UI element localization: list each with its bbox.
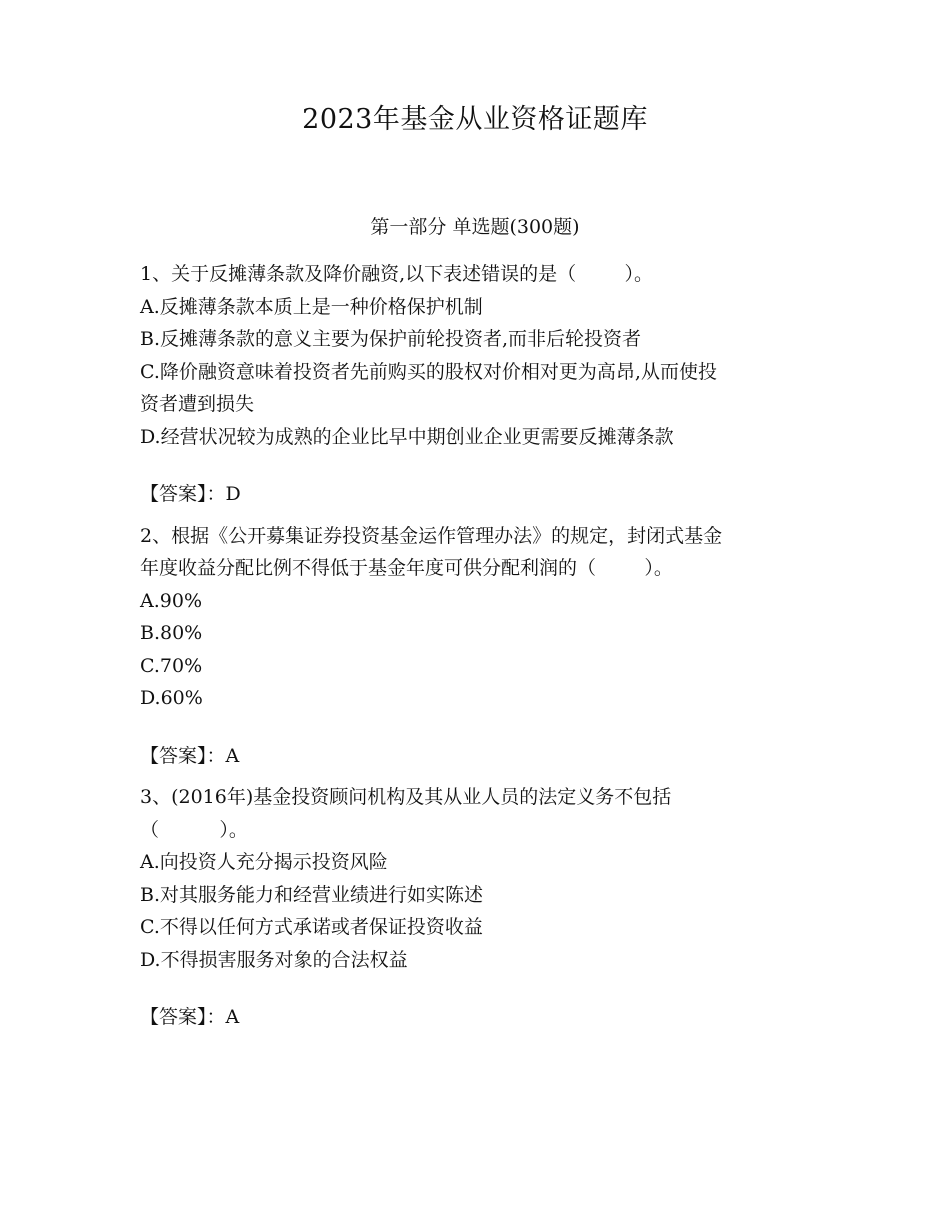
question-2-answer: 【答案】：A	[140, 744, 240, 767]
question-1-option-b: B.反摊薄条款的意义主要为保护前轮投资者,而非后轮投资者	[140, 328, 642, 350]
question-3	[140, 781, 808, 1034]
question-1-answer: 【答案】：D	[140, 483, 241, 505]
question-2-option-b: B.80%	[140, 622, 203, 644]
question-3-stem: 3、(2016年)基金投资顾问机构及其从业人员的法定义务不包括	[140, 786, 672, 808]
question-2	[140, 520, 808, 773]
question-2-option-a: A.90%	[140, 589, 202, 612]
question-2-option-d: D.60%	[140, 687, 203, 709]
question-1	[140, 258, 808, 511]
question-2-stem: 2、根据《公开募集证券投资基金运作管理办法》的规定，封闭式基金	[140, 524, 723, 547]
question-3-option-d: D.不得损害服务对象的合法权益	[140, 948, 408, 971]
question-1-stem: 1、关于反摊薄条款及降价融资,以下表述错误的是（ ）。	[140, 263, 653, 285]
document-title: 2023年基金从业资格证题库	[302, 104, 648, 135]
question-3-option-b: B.对其服务能力和经营业绩进行如实陈述	[140, 883, 484, 906]
section-title: 第一部分 单选题(300题)	[370, 216, 580, 238]
question-3-option-a: A.向投资人充分揭示投资风险	[140, 851, 388, 873]
question-3-option-c: C.不得以任何方式承诺或者保证投资收益	[140, 916, 483, 938]
question-3-stem-cont: （ ）。	[140, 818, 248, 841]
question-1-option-a: A.反摊薄条款本质上是一种价格保护机制	[140, 295, 483, 318]
question-2-option-c: C.70%	[140, 654, 203, 677]
question-2-stem-cont: 年度收益分配比例不得低于基金年度可供分配利润的（ ）。	[140, 557, 673, 579]
question-3-answer: 【答案】：A	[140, 1006, 240, 1028]
question-1-option-c: C.降价融资意味着投资者先前购买的股权对价相对更为高昂,从而使投	[140, 360, 717, 383]
question-1-option-c-cont: 资者遭到损失	[140, 393, 255, 415]
question-list	[140, 258, 808, 1043]
question-1-option-d: D.经营状况较为成熟的企业比早中期创业企业更需要反摊薄条款	[140, 425, 674, 448]
